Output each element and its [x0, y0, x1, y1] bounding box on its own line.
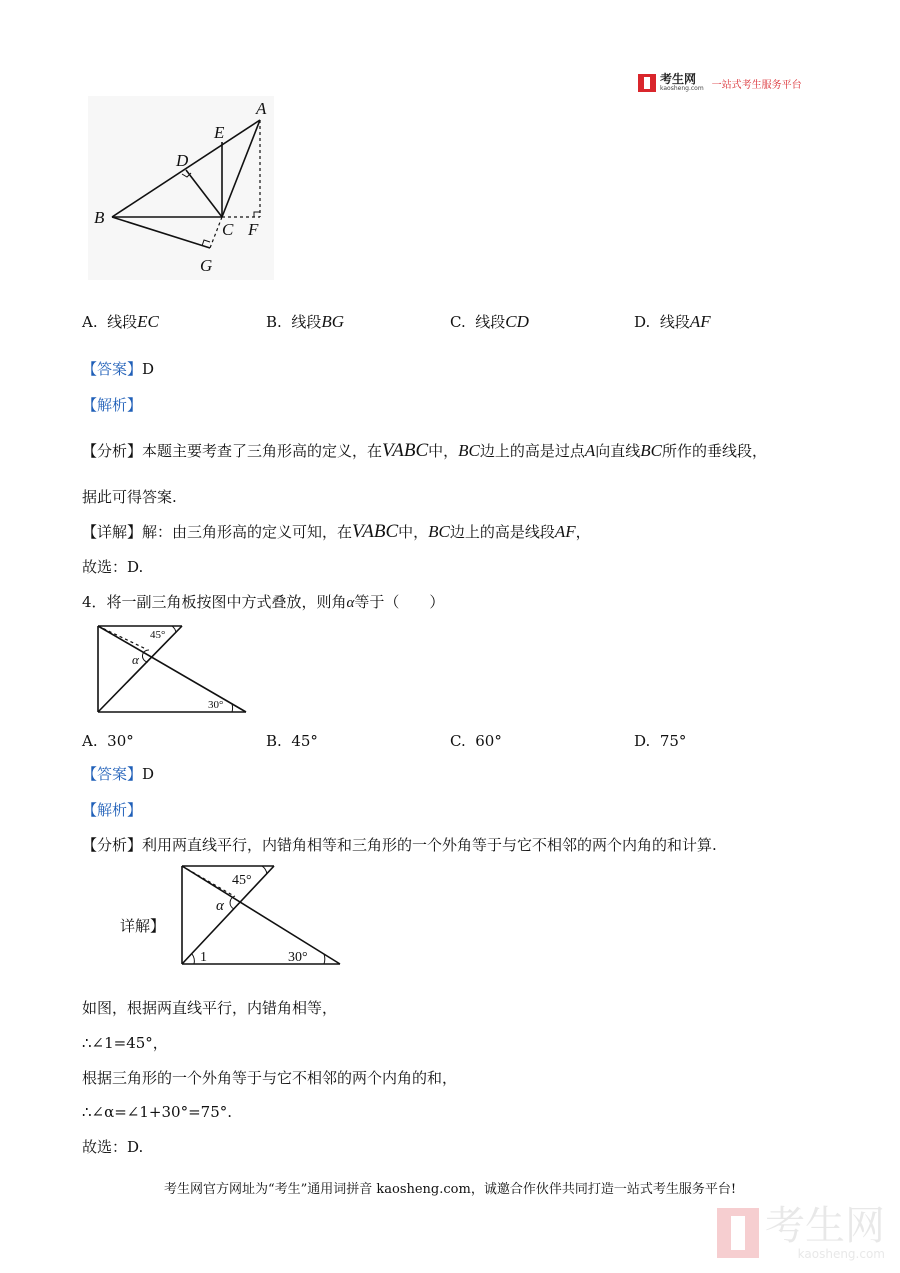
header-logo	[638, 72, 802, 94]
q4-answer: 【答案】D	[82, 765, 155, 783]
q4-step-3: 根据三角形的一个外角等于与它不相邻的两个内角的和，	[82, 1069, 458, 1087]
fig1-angle-45: 45°	[150, 629, 166, 641]
point-label-f: F	[248, 220, 259, 239]
point-label-g: G	[200, 256, 213, 275]
watermark: 考生网 kaosheng.com	[717, 1205, 885, 1261]
point-label-e: E	[214, 123, 225, 142]
q4-step-4: ∴∠α=∠1+30°=75°.	[82, 1103, 232, 1121]
q4-solution-figure	[178, 862, 344, 968]
fig2-angle-1: 1	[200, 950, 207, 965]
q4-option-d: D. 75°	[634, 732, 687, 750]
point-label-d: D	[176, 151, 189, 170]
q4-analysis-tag: 【解析】	[82, 801, 143, 819]
q4-option-a: A. 30°	[82, 732, 134, 750]
q3-guxuan: 故选：D.	[82, 558, 144, 576]
q4-option-c: C. 60°	[450, 732, 502, 750]
watermark-logo-icon	[717, 1208, 759, 1258]
q4-guxuan: 故选：D.	[82, 1138, 144, 1156]
q4-step-1: 如图，根据两直线平行，内错角相等，	[82, 999, 338, 1017]
q3-xiangjie: 【详解】解：由三角形高的定义可知，在VABC中，BC边上的高是线段AF，	[82, 521, 591, 542]
footer-text: 考生网官方网址为“考生”通用词拼音 kaosheng.com，诚邀合作伙伴共同打造一站式考生服务平台!	[163, 1182, 737, 1197]
q3-option-d: D. 线段AF	[634, 312, 711, 331]
q3-fenxi: 【分析】本题主要考查了三角形高的定义，在VABC中，BC边上的高是过点A向直线BC所作的垂线段，	[82, 440, 768, 461]
q3-option-a: A. 线段EC	[82, 312, 159, 331]
q4-question: 4．将一副三角板按图中方式叠放，则角α等于（ ）	[82, 593, 445, 611]
brand-logo-icon	[638, 74, 656, 92]
point-label-b: B	[94, 208, 105, 227]
point-label-a: A	[256, 99, 267, 118]
fig2-angle-45: 45°	[232, 873, 252, 888]
q3-triangle-figure	[88, 96, 274, 280]
q3-analysis-tag: 【解析】	[82, 396, 143, 414]
fig1-angle-30: 30°	[208, 699, 224, 711]
q3-option-b: B. 线段BG	[266, 312, 345, 331]
point-label-c: C	[222, 220, 234, 239]
brand-text: 考生网 kaosheng.com	[660, 72, 704, 92]
q3-option-c: C. 线段CD	[450, 312, 529, 331]
q4-figure	[94, 622, 250, 716]
brand-slogan: 一站式考生服务平台	[711, 79, 802, 91]
q4-option-b: B. 45°	[266, 732, 318, 750]
q3-answer: 【答案】D	[82, 360, 155, 378]
q4-fenxi: 【分析】利用两直线平行，内错角相等和三角形的一个外角等于与它不相邻的两个内角的和计算.	[82, 836, 717, 854]
fig1-alpha: α	[132, 652, 139, 667]
q3-fenxi-line2: 据此可得答案.	[82, 488, 177, 506]
q4-step-2: ∴∠1=45°，	[82, 1034, 168, 1052]
q4-xiangjie-label: 详解】	[120, 917, 166, 935]
fig2-angle-30: 30°	[288, 950, 308, 965]
fig2-alpha: α	[216, 898, 224, 914]
